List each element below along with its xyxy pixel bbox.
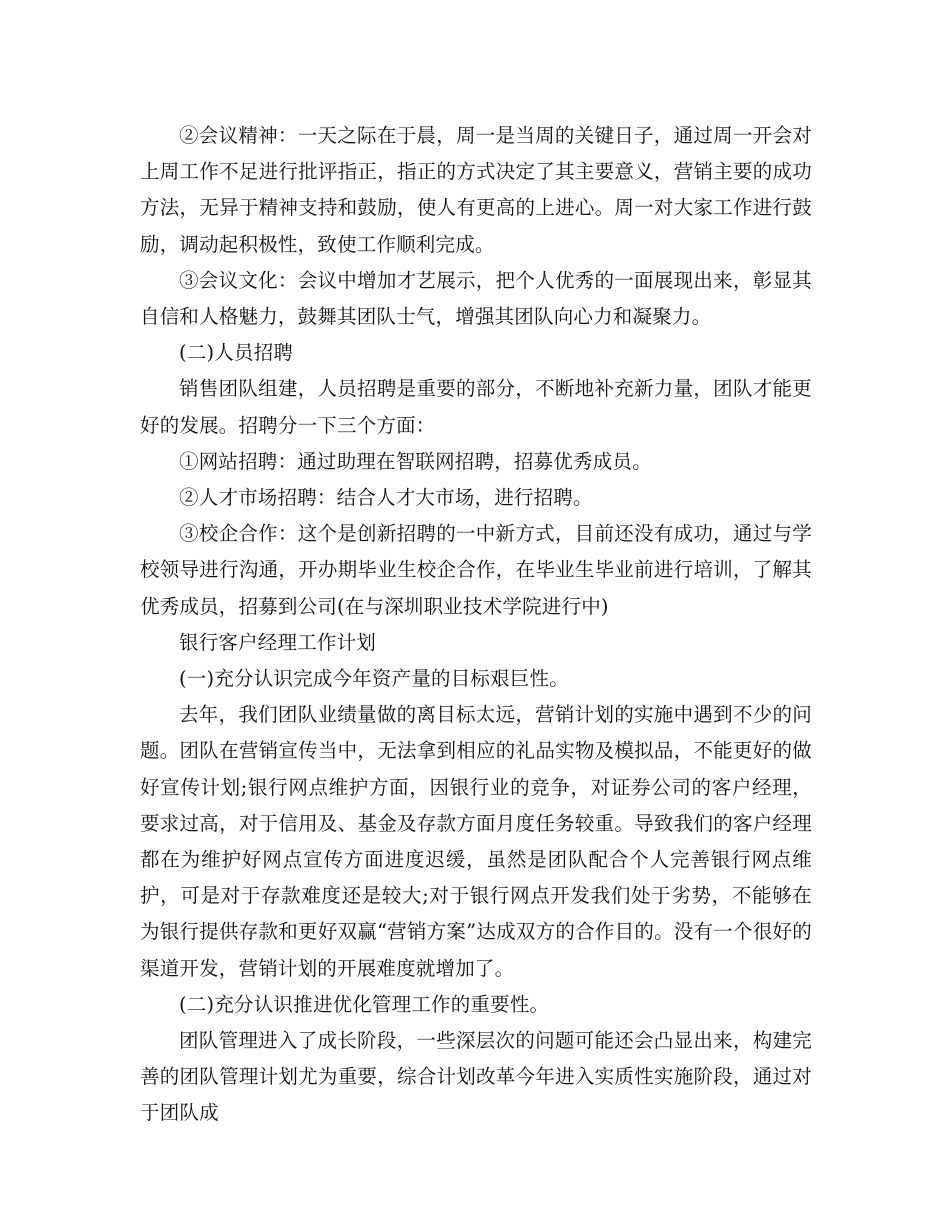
- paragraph-last-year-review: 去年，我们团队业绩量做的离目标太远，营销计划的实施中遇到不少的问题。团队在营销宣传当中，无法拿到相应的礼品实物及模拟品，不能更好的做好宣传计划;银行网点维护方面，因银行业的竞争，对证券公司的客户经理，要求过高，对于信用及、基金及存款方面月度任务较重。导致我们的客户经理都在为维护好网点宣传方面进度迟缓，虽然是团队配合个人完善银行网点维护，可是对于存款难度还是较大;对于银行网点开发我们处于劣势，不能够在为银行提供存款和更好双赢“营销方案”达成双方的合作目的。没有一个很好的渠道开发，营销计划的开展难度就增加了。: [140, 703, 812, 980]
- paragraph-team-management: 团队管理进入了成长阶段，一些深层次的问题可能还会凸显出来，构建完善的团队管理计划尤为重要，综合计划改革今年进入实质性实施阶段，通过对于团队成: [140, 1029, 812, 1125]
- list-item-school-enterprise-cooperation: ③校企合作：这个是创新招聘的一中新方式，目前还没有成功，通过与学校领导进行沟通，开办期毕业生校企合作，在毕业生毕业前进行培训，了解其优秀成员，招募到公司(在与深圳职业技术学院进行中): [140, 522, 812, 618]
- section-heading-asset-target: (一)充分认识完成今年资产量的目标艰巨性。: [179, 667, 569, 691]
- list-item-talent-market-recruitment: ②人才市场招聘：结合人才大市场，进行招聘。: [179, 486, 593, 510]
- paragraph-meeting-culture: ③会议文化：会议中增加才艺展示，把个人优秀的一面展现出来，彰显其自信和人格魅力，鼓舞其团队士气，增强其团队向心力和凝聚力。: [140, 268, 812, 329]
- section-heading-management-optimization: (二)充分认识推进优化管理工作的重要性。: [179, 992, 550, 1016]
- paragraph-recruitment-intro: 销售团队组建，人员招聘是重要的部分，不断地补充新力量，团队才能更好的发展。招聘分一下三个方面：: [140, 377, 812, 437]
- section-title-bank-manager-plan: 银行客户经理工作计划: [179, 630, 377, 654]
- document-page: [140, 118, 812, 1132]
- list-item-website-recruitment: ①网站招聘：通过助理在智联网招聘，招募优秀成员。: [179, 449, 652, 473]
- section-heading-recruitment: (二)人员招聘: [179, 341, 294, 365]
- paragraph-meeting-spirit: ②会议精神：一天之际在于晨，周一是当周的关键日子，通过周一开会对上周工作不足进行批评指正，指正的方式决定了其主要意义，营销主要的成功方法，无异于精神支持和鼓励，使人有更高的上进心。周一对大家工作进行鼓励，调动起积极性，致使工作顺利完成。: [140, 124, 812, 256]
